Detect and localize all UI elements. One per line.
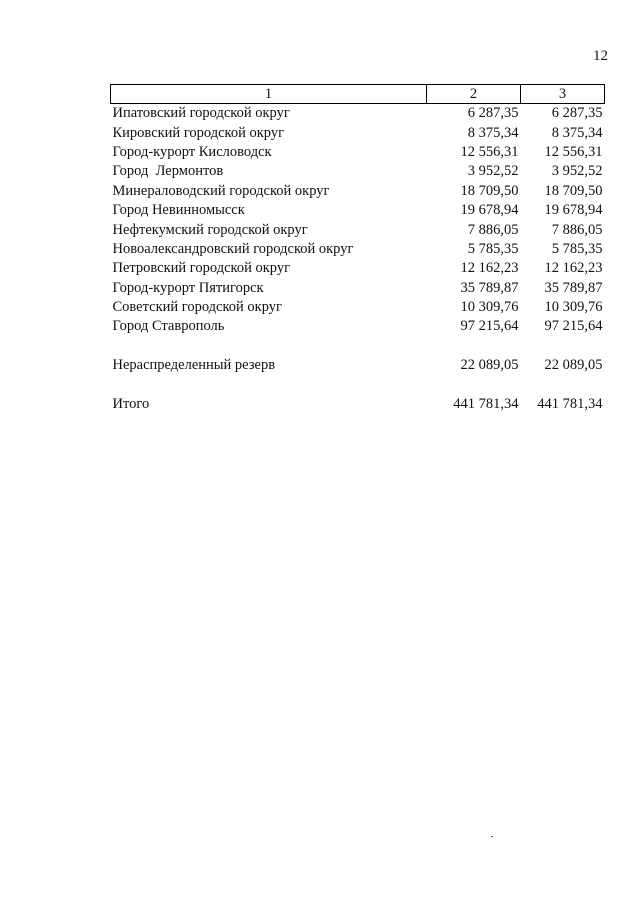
reserve-col2: 22 089,05 bbox=[460, 357, 519, 374]
total-row bbox=[111, 395, 605, 414]
row-col2: 19 678,94 bbox=[460, 202, 519, 219]
row-name: Советский городской округ bbox=[112, 299, 282, 316]
row-name: Ипатовский городской округ bbox=[112, 105, 290, 122]
row-col3: 7 886,05 bbox=[551, 221, 603, 238]
row-col2: 6 287,35 bbox=[467, 105, 519, 122]
row-col2: 10 309,76 bbox=[460, 299, 519, 316]
row-col2: 7 886,05 bbox=[467, 221, 519, 238]
blank-row bbox=[111, 337, 605, 356]
total-name: Итого bbox=[112, 396, 150, 413]
row-name: Город-курорт Пятигорск bbox=[112, 279, 264, 296]
row-name: Петровский городской округ bbox=[112, 260, 291, 277]
row-col2: 35 789,87 bbox=[460, 279, 519, 296]
row-col2: 18 709,50 bbox=[460, 182, 519, 199]
row-col2: 97 215,64 bbox=[460, 318, 519, 335]
row-col3: 5 785,35 bbox=[551, 240, 603, 257]
row-col2: 5 785,35 bbox=[467, 240, 519, 257]
row-col3: 35 789,87 bbox=[544, 279, 603, 296]
reserve-row bbox=[111, 356, 605, 375]
row-name: Кировский городской округ bbox=[112, 124, 285, 141]
column-header-1: 1 bbox=[111, 85, 427, 104]
row-col3: 6 287,35 bbox=[551, 105, 603, 122]
row-col3: 18 709,50 bbox=[544, 182, 603, 199]
row-col3: 12 162,23 bbox=[544, 260, 603, 277]
budget-table bbox=[110, 84, 605, 414]
row-col3: 10 309,76 bbox=[544, 299, 603, 316]
scan-speck bbox=[491, 836, 493, 837]
table-row bbox=[111, 298, 605, 317]
row-name: Новоалександровский городской округ bbox=[112, 240, 354, 257]
row-col2: 3 952,52 bbox=[467, 163, 519, 180]
table-row bbox=[111, 240, 605, 259]
table-row bbox=[111, 182, 605, 201]
table-body bbox=[111, 104, 605, 415]
row-name: Город-курорт Кисловодск bbox=[112, 143, 272, 160]
table-row bbox=[111, 143, 605, 162]
row-col2: 12 556,31 bbox=[460, 143, 519, 160]
table-row bbox=[111, 220, 605, 239]
row-name: Город Лермонтов bbox=[112, 163, 224, 180]
table-row bbox=[111, 279, 605, 298]
row-name: Город Невинномысск bbox=[112, 202, 245, 219]
table-row bbox=[111, 162, 605, 181]
table-row bbox=[111, 201, 605, 220]
row-name: Город Ставрополь bbox=[112, 318, 225, 335]
column-header-2: 2 bbox=[427, 85, 521, 104]
total-col3: 441 781,34 bbox=[537, 396, 603, 413]
row-col3: 19 678,94 bbox=[544, 202, 603, 219]
table-row bbox=[111, 317, 605, 336]
blank-row bbox=[111, 375, 605, 394]
column-header-3: 3 bbox=[521, 85, 605, 104]
row-col3: 97 215,64 bbox=[544, 318, 603, 335]
table-row bbox=[111, 104, 605, 124]
row-col3: 3 952,52 bbox=[551, 163, 603, 180]
page-number: 12 bbox=[593, 48, 608, 64]
reserve-name: Нераспределенный резерв bbox=[112, 357, 276, 374]
reserve-col3: 22 089,05 bbox=[544, 357, 603, 374]
row-name: Минераловодский городской округ bbox=[112, 182, 330, 199]
row-col3: 8 375,34 bbox=[551, 124, 603, 141]
table-header-row bbox=[111, 85, 605, 104]
total-col2: 441 781,34 bbox=[453, 396, 519, 413]
row-col2: 12 162,23 bbox=[460, 260, 519, 277]
row-col3: 12 556,31 bbox=[544, 143, 603, 160]
row-col2: 8 375,34 bbox=[467, 124, 519, 141]
table-row bbox=[111, 259, 605, 278]
table-row bbox=[111, 123, 605, 142]
row-name: Нефтекумский городской округ bbox=[112, 221, 308, 238]
